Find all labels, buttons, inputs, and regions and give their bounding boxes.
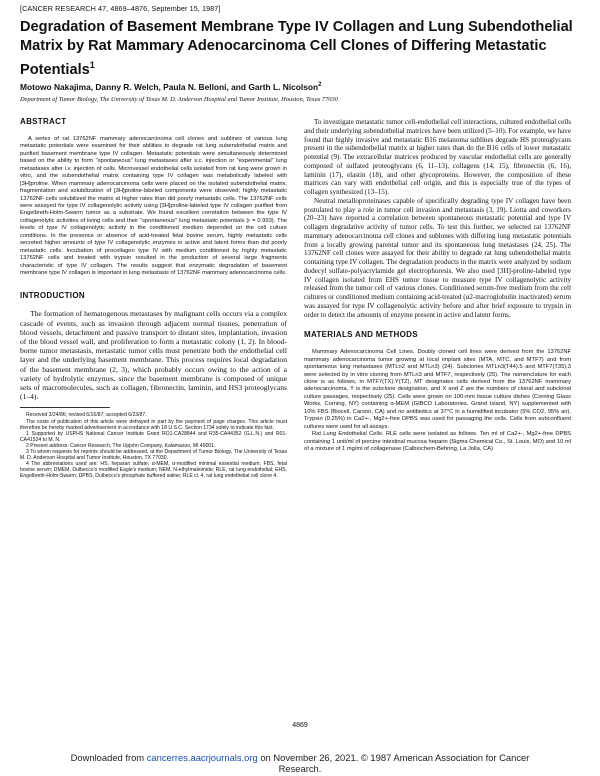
- body-paragraph: Neutral metalloproteinases capable of specifically degrading type IV collagen have been postulated to play a role in tumor cell invasion and metastasis (3, 19). Liotta and coworkers (20–23) have reported a correlation between spontaneous metastatic potential and type IV collagen degradative activity of tumor cells. To test this further, we selected rat 13762NF mammary adenocarcinoma cell clones and sublones with differing lung metastatic potentials from a locally growing parental tumor and its spontaneous lung metastases (24, 25). The 13762NF cell clones were assayed for their ability to degrade rat lung subendothelial matrix containing type IV collagen. The degradation products in the matrix were analyzed by sodium dodecyl sulfate-polyacrylamide gel electrophoresis. We also used [3H]-proline-labeled type IV collagen isolated from EHS tumor tissue to measure type IV collagenolytic activity released from the tumor cell of various clones. Conditioned serum-free medium from the cell cultures or conditioned medium containing acid-treated (α2-macroglobulin inactivated) serum was assayed for type IV collagenolytic activity before and after brief exposure to trypsin in order to detect the amounts of enzyme present in active and latent forms.: [304, 196, 571, 319]
- footnote-support: 1 Supported by USPHS National Cancer Institute Grant RO1-CA28844 and R35-CA44352 (G.L.N.) and R01-CA41524 to M. N.: [20, 430, 287, 443]
- body-paragraph: To investigate metastatic tumor cell-endothelial cell interactions, cultured endothelial cells and their underlying subendothelial matrices have been utilized (5–10). For example, we have found that highly invasive and metastatic B16 melanoma sublines degrade HS proteoglycans present in the subendothelial matrix at higher rates than do the B16 cells of lower metastatic potential (9). The extracellular matrices produced by vascular endothelial cells are generally composed of sulfated proteoglycans (6, 11–13), collagens (14, 15), fibronectin (6, 16), laminin (17), elastin (18), and other glycoproteins. However, the composition of these matrices can vary with endothelial cell origin, and this is especially true of the types of collagen synthesized (13–15).: [304, 118, 571, 196]
- authors-footnote-mark: 2: [318, 82, 322, 89]
- download-notice: [0, 752, 600, 774]
- right-column: [304, 118, 571, 454]
- download-prefix: Downloaded from: [70, 752, 145, 763]
- title-footnote-mark: 1: [89, 60, 95, 70]
- journal-site-link[interactable]: cancerres.aacrjournals.org: [146, 752, 258, 763]
- page-number: 4869: [292, 722, 308, 729]
- footnote-costs: The costs of publication of this article were defrayed in part by the payment of page charges. This article must therefore be hereby marked advertisement in accordance with 18 U.S.C. Section 1734 solely to indicate this fact.: [20, 418, 287, 431]
- download-line-2: Research.: [278, 763, 322, 774]
- materials-methods-heading: MATERIALS AND METHODS: [304, 330, 418, 340]
- introduction-text: The formation of hematogenous metastases by malignant cells occurs via a complex cascade of events, such as invasion through adjacent normal tissues, penetration of blood vessels, detachment and passive transport to distant sites, implantation, invasion of the blood vessel wall, and proliferation to form a metastatic colony (1, 2). In blood-borne tumor metastasis, metastatic tumor cells must penetrate both the endothelial cell layer and the underlying basement membrane. This process requires local degradation of the basement membrane (2, 3), which probably occurs owing to the action of a variety of hydrolytic enzymes, since the basement membrane is composed of unique sets of macromolecules, such as collagen, fibronectin, laminin, and HS3 proteoglycans (1–4).: [20, 309, 287, 402]
- download-suffix: on November 26, 2021. © 1987 American Association for Cancer: [260, 752, 530, 763]
- abstract-text: A series of rat 13762NF mammary adenocarcinoma cell clones and sublines of various lung metastatic potentials were examined for their abilities to degrade rat lung subendothelial matrix and purified basement membrane type IV collagen. Metastatic potentials were simultaneously determined based on the ability to form "spontaneous" lung metastases after s.c. injection or "experimental" lung metastases after i.v. injection of cells. Microvessel endothelial cells isolated from rat lung were grown in vitro, and the subendothelial matrix containing type IV collagen was metabolically labeled with [3H]proline. When mammary adenocarcinoma cells were placed on the isolated subendothelial matrix, fragmentation and solubilization of [3H]proline-labeled components were observed; highly metastatic 13762NF cells solubilized the matrix at higher rates than did poorly metastatic cells. The 13762NF cells were assayed for type IV collagenolytic activity using [3H]proline-labeled type IV collagen purified from Engelbreth-Holm-Swarm tumor as a substrate. We found excellent correlation between the type IV collagenolytic activities of living cells and their "spontaneous" lung metastatic potentials (r = 0.993). The levels of type IV collagenolytic activity in the conditioned medium depended on the cell culture conditions. In the presence or absence of acid-treated fetal bovine serum, highly metastatic cells secreted higher amounts of type IV collagenolytic enzymes in active and latent forms than did poorly metastatic cells. Incubation of procollagen type IV with medium conditioned by highly metastatic 13762NF cells and treated with trypsin resulted in the production of several large fragments characteristic of type IV collagen. The results suggest that enzymatic degradation of basement membrane type IV collagen is important in lung metastasis of 13762NF mammary adenocarcinoma cells.: [20, 135, 287, 277]
- title-text: Degradation of Basement Membrane Type IV Collagen and Lung Subendothelial Matrix by Rat Mammary Adenocarcinoma Cell Clones of Differing Metastatic Potentials: [20, 19, 573, 78]
- article-title: [20, 18, 580, 80]
- footnote-abbreviations: 4 The abbreviations used are: HS, heparan sulfate; α-MEM, α-modified minimal essential medium; FBS, fetal bovine serum; DMEM, Dulbecco's modified Eagle's medium; NEM, N-ethylmaleimide; RLE, rat lung endothelial; EHS, Engelbreth-Holm-Swarm; DPBS, Dulbecco's phosphate buffered saline; RLE cl. 4, rat lung endothelial cell clone 4.: [20, 461, 287, 480]
- download-line-1: [0, 752, 600, 763]
- methods-paragraph: Rat Lung Endothelial Cells. RLE cells were isolated as follows. Ten ml of Ca2+-, Mg2+-free DPBS containing 1 unit/ml of porcine intestinal mucosa heparin (Sigma Chemical Co., St. Louis, MO) and 10 ml of a mixture of 1 mg/ml of collagenase (Calbiochem-Behring, La Jolla, CA): [304, 431, 571, 453]
- authors-text: Motowo Nakajima, Danny R. Welch, Paula N. Belloni, and Garth L. Nicolson: [20, 82, 319, 92]
- introduction-heading: INTRODUCTION: [20, 290, 85, 300]
- footnote-reprints: 3 To whom requests for reprints should be addressed, at the Department of Tumor Biology, The University of Texas M. D. Anderson Hospital and Tumor Institute, Houston, TX 77030.: [20, 449, 287, 462]
- methods-paragraph: Mammary Adenocarcinoma Cell Lines. Doubly cloned cell lines were derived from the 13762NF mammary adenocarcinoma tumor growing at local implant sites (MTA, MTC, and MTF7) and from spontaneous lung metastases (MTLn2 and MTLn3) (24). Subclones MTLn3(T44).5 and MTF7(T35).3 were selected by in vitro cloning from MTLn3 and MTF7, respectively (25). The nomenclature for each clone is as follows, in MTF7(TX).Y(TZ), MT designates cells derived from the 13762NF mammary adenocarcinoma, Y is the subclone designation, and X and Z are the numbers of clonal and subclonal culture passages, respectively (25). Cells were grown on 100-mm tissue culture dishes (Corning Glass Works, Corning, NY) containing α-MEM (GIBCO Laboratories, Grand Island, NY) supplemented with 10% FBS (Biocell, Carson, CA) and no antibiotics at 37°C in a humidified incubator (5% CO2, 95% air). Trypsin (0.25%) in Ca2+-, Mg2+-free DPBS was used for passaging the cells. Cells from subconfluent cultures were used for all assays.: [304, 349, 571, 430]
- affiliation: Department of Tumor Biology, The University of Texas M. D. Anderson Hospital and Tumor Institute, Houston, Texas 77030: [20, 96, 338, 103]
- abstract-heading: ABSTRACT: [20, 117, 67, 126]
- footnote-divider: [20, 407, 110, 408]
- footnote-present-address: 2 Present address: Cancer Research, The Upjohn Company, Kalamazoo, MI 49001.: [26, 442, 216, 449]
- journal-header: [CANCER RESEARCH 47, 4869–4876, September 15, 1987]: [20, 4, 221, 13]
- footnotes: [20, 412, 287, 479]
- left-column: [20, 118, 287, 479]
- author-list: [20, 82, 321, 92]
- footnote-received: Received 3/24/86; revised 6/16/87; accepted 6/23/87.: [26, 412, 147, 419]
